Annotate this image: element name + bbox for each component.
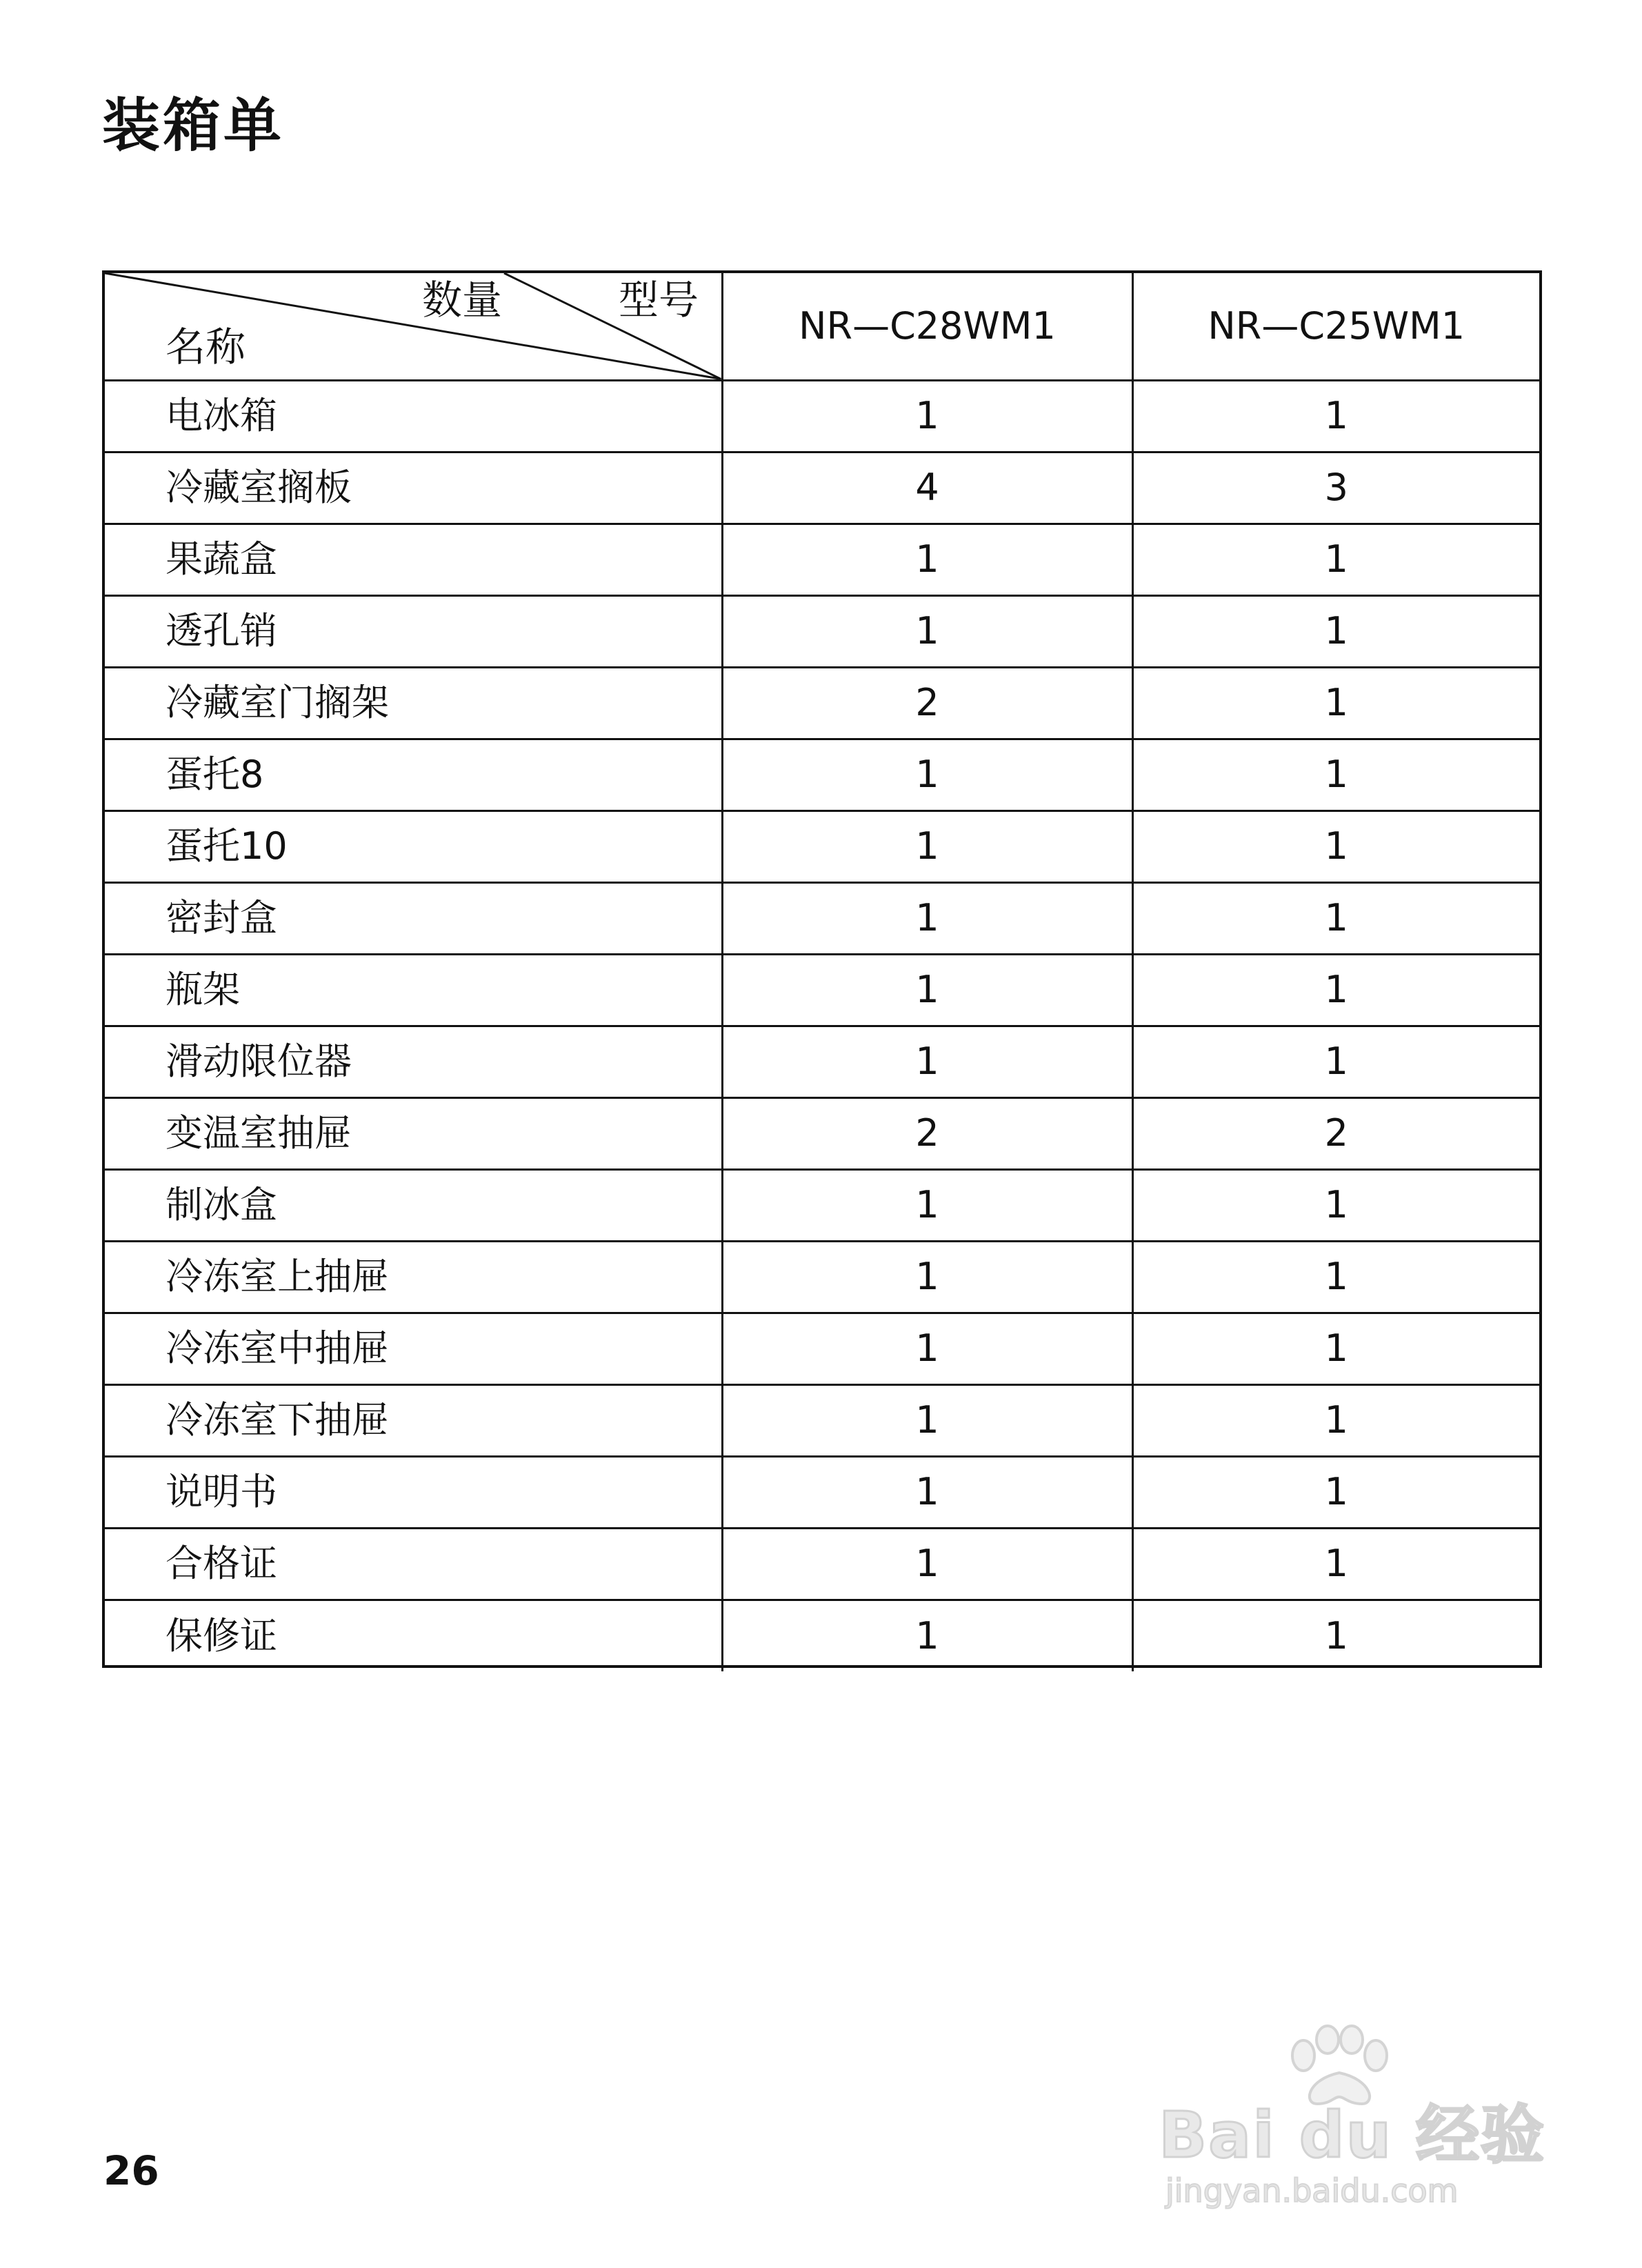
watermark-logo: Bai du 经验: [1159, 2098, 1546, 2172]
table-row: [105, 452, 1539, 524]
item-name: 滑动限位器: [105, 1026, 722, 1097]
table-row: [105, 1528, 1539, 1600]
item-quantity-model-1: 2: [722, 1097, 1132, 1169]
item-name: 冷冻室上抽屉: [105, 1241, 722, 1313]
name-label: 名称: [166, 324, 246, 370]
item-name: 果蔬盒: [105, 524, 722, 595]
table-row: [105, 380, 1539, 452]
item-quantity-model-1: 1: [722, 595, 1132, 667]
table-row: [105, 739, 1539, 810]
item-name: 蛋托8: [105, 739, 722, 810]
item-name: 密封盒: [105, 882, 722, 954]
table-row: [105, 524, 1539, 595]
table-row: [105, 1384, 1539, 1456]
watermark-url: jingyan.baidu.com: [1165, 2172, 1459, 2209]
item-name: 冷藏室门搁架: [105, 667, 722, 739]
quantity-label: 数量: [422, 277, 503, 324]
table-row: [105, 882, 1539, 954]
table-row: [105, 1097, 1539, 1169]
item-quantity-model-1: 1: [722, 524, 1132, 595]
item-quantity-model-1: 1: [722, 1241, 1132, 1313]
item-quantity-model-1: 1: [722, 1169, 1132, 1241]
item-quantity-model-2: 2: [1132, 1097, 1539, 1169]
table-row: [105, 1456, 1539, 1528]
table-row: [105, 954, 1539, 1026]
item-quantity-model-1: 1: [722, 954, 1132, 1026]
table-row: [105, 1169, 1539, 1241]
item-quantity-model-1: 4: [722, 452, 1132, 524]
item-quantity-model-2: 1: [1132, 739, 1539, 810]
item-name: 冷冻室下抽屉: [105, 1384, 722, 1456]
page-title: 装箱单: [102, 92, 285, 159]
table-row: [105, 1313, 1539, 1384]
item-name: 制冰盒: [105, 1169, 722, 1241]
item-name: 蛋托10: [105, 810, 722, 882]
item-name: 说明书: [105, 1456, 722, 1528]
item-quantity-model-2: 1: [1132, 380, 1539, 452]
item-quantity-model-1: 1: [722, 1600, 1132, 1671]
table-row: [105, 1241, 1539, 1313]
item-quantity-model-2: 1: [1132, 524, 1539, 595]
model-header-1: NR—C28WM1: [722, 273, 1132, 380]
item-quantity-model-1: 2: [722, 667, 1132, 739]
item-quantity-model-1: 1: [722, 882, 1132, 954]
item-name: 变温室抽屉: [105, 1097, 722, 1169]
item-quantity-model-2: 3: [1132, 452, 1539, 524]
item-quantity-model-2: 1: [1132, 595, 1539, 667]
packing-list-table: [102, 270, 1542, 1668]
item-quantity-model-2: 1: [1132, 1026, 1539, 1097]
table-row: [105, 1600, 1539, 1671]
item-quantity-model-2: 1: [1132, 1384, 1539, 1456]
item-quantity-model-1: 1: [722, 810, 1132, 882]
item-quantity-model-1: 1: [722, 1456, 1132, 1528]
item-name: 合格证: [105, 1528, 722, 1600]
item-quantity-model-1: 1: [722, 739, 1132, 810]
item-quantity-model-1: 1: [722, 1313, 1132, 1384]
item-quantity-model-2: 1: [1132, 1313, 1539, 1384]
baidu-watermark: [1159, 2025, 1546, 2209]
item-quantity-model-2: 1: [1132, 882, 1539, 954]
item-quantity-model-1: 1: [722, 1384, 1132, 1456]
item-quantity-model-2: 1: [1132, 1456, 1539, 1528]
item-name: 透孔销: [105, 595, 722, 667]
item-name: 冷藏室搁板: [105, 452, 722, 524]
model-label: 型号: [619, 277, 699, 324]
item-quantity-model-2: 1: [1132, 1528, 1539, 1600]
item-quantity-model-1: 1: [722, 380, 1132, 452]
item-name: 瓶架: [105, 954, 722, 1026]
model-header-2: NR—C25WM1: [1132, 273, 1539, 380]
item-name: 冷冻室中抽屉: [105, 1313, 722, 1384]
page-number: 26: [103, 2147, 159, 2194]
packing-table: [105, 273, 1539, 1671]
table-row: [105, 810, 1539, 882]
item-quantity-model-2: 1: [1132, 667, 1539, 739]
item-quantity-model-2: 1: [1132, 1600, 1539, 1671]
item-quantity-model-1: 1: [722, 1026, 1132, 1097]
item-quantity-model-2: 1: [1132, 1169, 1539, 1241]
table-row: [105, 595, 1539, 667]
table-row: [105, 1026, 1539, 1097]
item-quantity-model-1: 1: [722, 1528, 1132, 1600]
header-row: [105, 273, 1539, 380]
item-quantity-model-2: 1: [1132, 954, 1539, 1026]
item-name: 电冰箱: [105, 380, 722, 452]
item-name: 保修证: [105, 1600, 722, 1671]
table-row: [105, 667, 1539, 739]
item-quantity-model-2: 1: [1132, 810, 1539, 882]
item-quantity-model-2: 1: [1132, 1241, 1539, 1313]
diagonal-header-cell: [105, 273, 722, 380]
